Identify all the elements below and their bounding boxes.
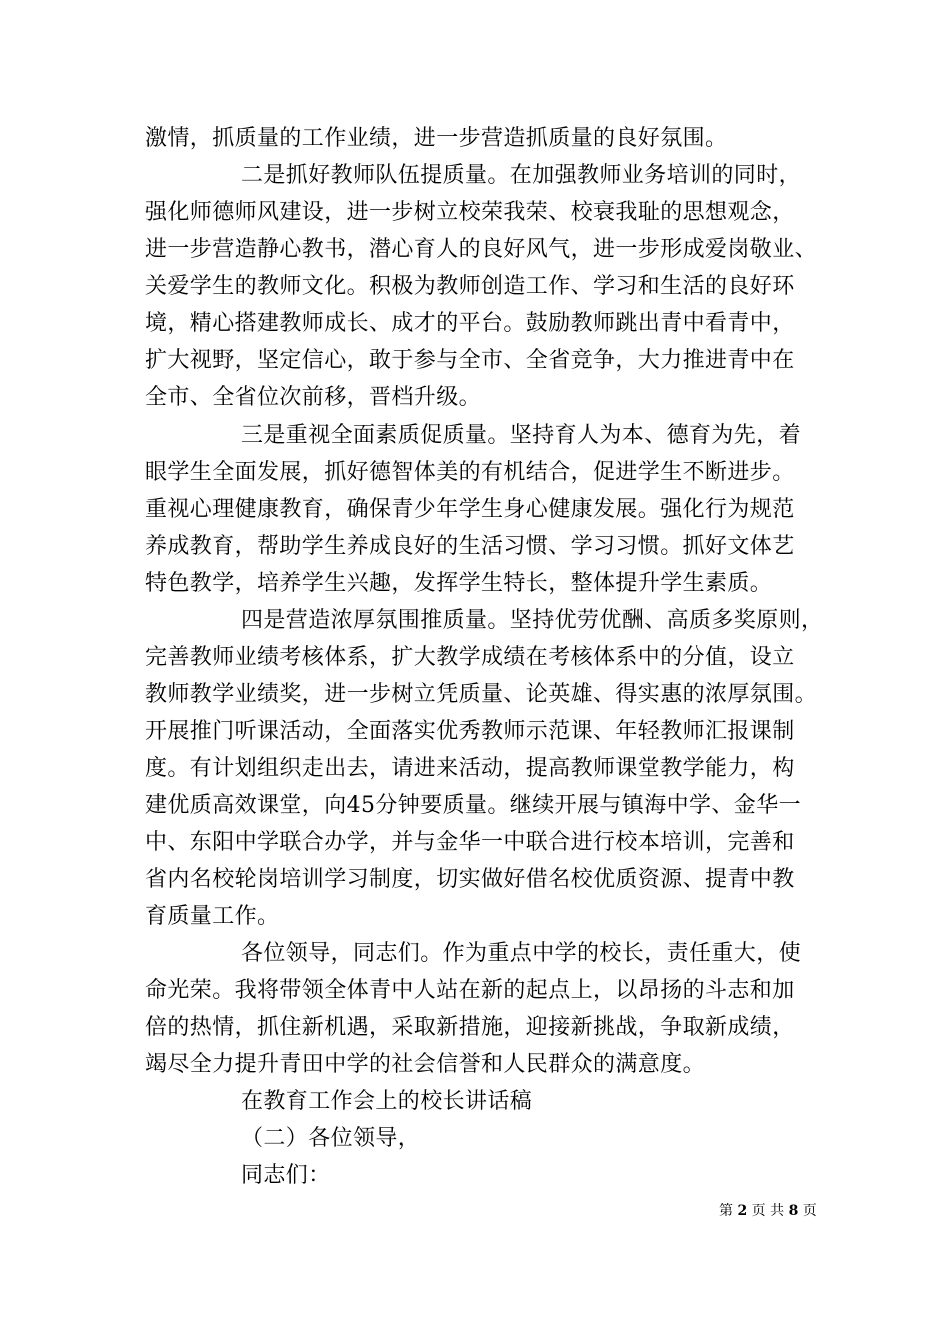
text-line: 中、东阳中学联合办学，并与金华一中联合进行校本培训，完善和 [145,830,795,855]
text-line: 命光荣。我将带领全体青中人站在新的起点上，以昂扬的斗志和加 [145,978,795,1003]
text-line: 扩大视野，坚定信心，敢于参与全市、全省竞争，大力推进青中在 [145,348,795,373]
text-line: 四是营造浓厚氛围推质量。坚持优劳优酬、高质多奖原则， [241,608,824,633]
text-line: 育质量工作。 [145,904,280,929]
footer-middle: 页 共 [751,1203,785,1219]
footer-prefix: 第 [719,1203,733,1219]
page-footer [719,1202,817,1220]
text-line: 全市、全省位次前移，晋档升级。 [145,385,482,410]
text-line: 度。有计划组织走出去，请进来活动，提高教师课堂教学能力，构 [145,756,795,781]
text-line: 各位领导，同志们。作为重点中学的校长，责任重大，使 [241,941,802,966]
text-line: 养成教育，帮助学生养成良好的生活习惯、学习习惯。抓好文体艺 [145,534,795,559]
total-pages-number: 8 [788,1203,799,1219]
text-line: 同志们： [241,1163,331,1188]
footer-suffix: 页 [802,1203,817,1219]
text-line: 关爱学生的教师文化。积极为教师创造工作、学习和生活的良好环 [145,274,795,299]
text-line: 完善教师业绩考核体系，扩大教学成绩在考核体系中的分值，设立 [145,645,795,670]
text-line: 建优质高效课堂，向45分钟要质量。继续开展与镇海中学、金华一 [145,793,801,818]
text-line: 三是重视全面素质促质量。坚持育人为本、德育为先，着 [241,423,802,448]
text-line: 倍的热情，抓住新机遇，采取新措施，迎接新挑战，争取新成绩， [145,1015,795,1040]
text-line: 眼学生全面发展，抓好德智体美的有机结合，促进学生不断进步。 [145,460,795,485]
current-page-number: 2 [737,1203,748,1219]
text-line: 开展推门听课活动，全面落实优秀教师示范课、年轻教师汇报课制 [145,719,795,744]
text-line: 教师教学业绩奖，进一步树立凭质量、论英雄、得实惠的浓厚氛围。 [145,682,818,707]
text-line: （二）各位领导， [241,1126,421,1151]
text-line: 强化师德师风建设，进一步树立校荣我荣、校衰我耻的思想观念， [145,200,795,225]
text-line: 进一步营造静心教书，潜心育人的良好风气，进一步形成爱岗敬业、 [145,237,818,262]
text-line: 二是抓好教师队伍提质量。在加强教师业务培训的同时， [241,163,802,188]
text-line: 激情，抓质量的工作业绩，进一步营造抓质量的良好氛围。 [145,126,728,151]
text-line: 在教育工作会上的校长讲话稿 [241,1089,533,1114]
text-line: 境，精心搭建教师成长、成才的平台。鼓励教师跳出青中看青中， [145,311,795,336]
text-line: 省内名校轮岗培训学习制度，切实做好借名校优质资源、提青中教 [145,867,795,892]
text-line: 重视心理健康教育，确保青少年学生身心健康发展。强化行为规范 [145,497,795,522]
text-line: 竭尽全力提升青田中学的社会信誉和人民群众的满意度。 [145,1052,706,1077]
text-line: 特色教学，培养学生兴趣，发挥学生特长，整体提升学生素质。 [145,571,773,596]
